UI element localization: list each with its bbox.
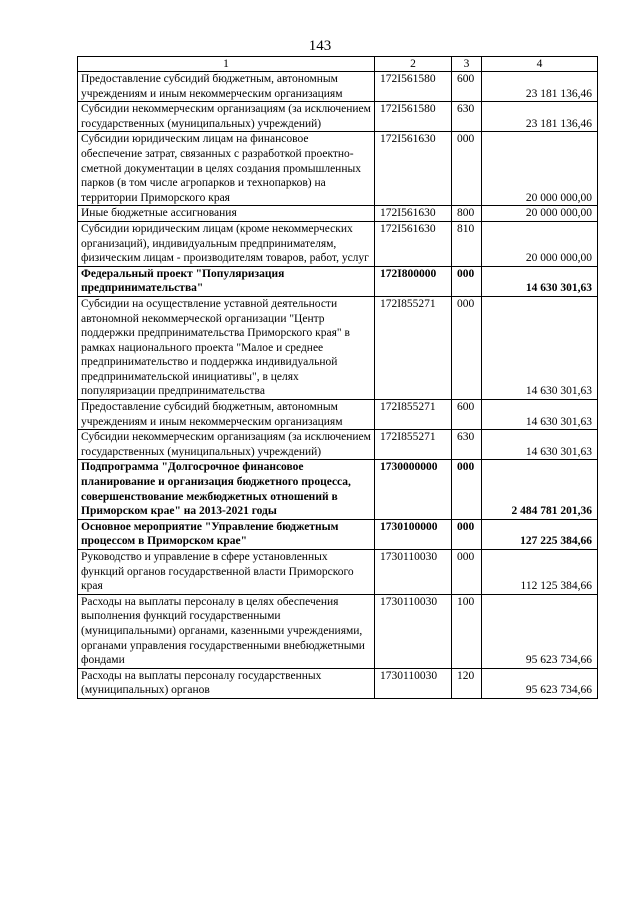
row-name-cell: Субсидии юридическим лицам (кроме некоммерческих организаций), индивидуальным предпринимателям, физическим лицам - производителям товаров, работ, услуг [78, 221, 375, 266]
row-code-cell: 172I561580 [375, 102, 452, 132]
row-amount-cell: 20 000 000,00 [482, 221, 598, 266]
table-row [78, 519, 598, 549]
row-code-cell: 1730110030 [375, 594, 452, 668]
table-row [78, 221, 598, 266]
table-row [78, 206, 598, 222]
table-row [78, 550, 598, 595]
row-amount-cell: 112 125 384,66 [482, 550, 598, 595]
row-name-cell: Расходы на выплаты персоналу государственных (муниципальных) органов [78, 668, 375, 698]
row-type-cell: 000 [452, 296, 482, 399]
row-type-cell: 100 [452, 594, 482, 668]
row-name-cell: Основное мероприятие "Управление бюджетным процессом в Приморском крае" [78, 519, 375, 549]
row-code-cell: 172I855271 [375, 296, 452, 399]
row-type-cell: 000 [452, 519, 482, 549]
row-code-cell: 1730110030 [375, 668, 452, 698]
row-name-cell: Субсидии некоммерческим организациям (за исключением государственных (муниципальных) учреждений) [78, 430, 375, 460]
row-name-cell: Предоставление субсидий бюджетным, автономным учреждениям и иным некоммерческим организациям [78, 400, 375, 430]
row-code-cell: 172I561580 [375, 72, 452, 102]
row-code-cell: 172I561630 [375, 206, 452, 222]
row-name-cell: Руководство и управление в сфере установленных функций органов государственной власти Приморского края [78, 550, 375, 595]
row-name-cell: Федеральный проект "Популяризация предпринимательства" [78, 266, 375, 296]
row-type-cell: 800 [452, 206, 482, 222]
row-code-cell: 172I800000 [375, 266, 452, 296]
row-amount-cell: 14 630 301,63 [482, 400, 598, 430]
row-name-cell: Предоставление субсидий бюджетным, автономным учреждениям и иным некоммерческим организациям [78, 72, 375, 102]
row-code-cell: 172I561630 [375, 221, 452, 266]
row-type-cell: 000 [452, 550, 482, 595]
row-amount-cell: 20 000 000,00 [482, 206, 598, 222]
header-col-1: 1 [78, 57, 375, 72]
row-code-cell: 172I561630 [375, 132, 452, 206]
row-amount-cell: 14 630 301,63 [482, 296, 598, 399]
row-amount-cell: 95 623 734,66 [482, 668, 598, 698]
budget-table [77, 56, 598, 699]
page-number: 143 [308, 38, 332, 54]
row-code-cell: 1730110030 [375, 550, 452, 595]
row-name-cell: Субсидии юридическим лицам на финансовое обеспечение затрат, связанных с разработкой проектно-сметной документации в целях создания промышленных парков (в том числе агропарков и технопарков) на территории Приморского края [78, 132, 375, 206]
row-type-cell: 600 [452, 400, 482, 430]
row-type-cell: 000 [452, 266, 482, 296]
row-type-cell: 000 [452, 132, 482, 206]
row-type-cell: 810 [452, 221, 482, 266]
table-row [78, 296, 598, 399]
row-amount-cell: 127 225 384,66 [482, 519, 598, 549]
table-row [78, 400, 598, 430]
row-name-cell: Расходы на выплаты персоналу в целях обеспечения выполнения функций государственными (муниципальными) органами, казенными учреждениями, органами управления государственными внебюджетными фондами [78, 594, 375, 668]
table-row [78, 430, 598, 460]
header-col-2: 2 [375, 57, 452, 72]
table-header-row [78, 57, 598, 72]
row-code-cell: 172I855271 [375, 400, 452, 430]
row-amount-cell: 20 000 000,00 [482, 132, 598, 206]
row-amount-cell: 14 630 301,63 [482, 430, 598, 460]
header-col-4: 4 [482, 57, 598, 72]
row-amount-cell: 2 484 781 201,36 [482, 460, 598, 519]
row-name-cell: Субсидии некоммерческим организациям (за исключением государственных (муниципальных) учреждений) [78, 102, 375, 132]
row-type-cell: 000 [452, 460, 482, 519]
row-type-cell: 120 [452, 668, 482, 698]
row-code-cell: 1730000000 [375, 460, 452, 519]
row-code-cell: 172I855271 [375, 430, 452, 460]
row-amount-cell: 23 181 136,46 [482, 102, 598, 132]
row-code-cell: 1730100000 [375, 519, 452, 549]
row-type-cell: 630 [452, 102, 482, 132]
table-row [78, 266, 598, 296]
table-row [78, 668, 598, 698]
row-type-cell: 630 [452, 430, 482, 460]
row-amount-cell: 14 630 301,63 [482, 266, 598, 296]
table-row [78, 102, 598, 132]
row-amount-cell: 23 181 136,46 [482, 72, 598, 102]
row-name-cell: Иные бюджетные ассигнования [78, 206, 375, 222]
table-row [78, 72, 598, 102]
header-col-3: 3 [452, 57, 482, 72]
row-name-cell: Субсидии на осуществление уставной деятельности автономной некоммерческой организации "Центр поддержки предпринимательства Приморского края" в рамках национального проекта "Малое и среднее предпринимательство и поддержка индивидуальной предпринимательской инициативы", в целях популяризации предпринимательства [78, 296, 375, 399]
table-row [78, 594, 598, 668]
row-name-cell: Подпрограмма "Долгосрочное финансовое планирование и организация бюджетного процесса, совершенствование межбюджетных отношений в Приморском крае" на 2013-2021 годы [78, 460, 375, 519]
table-row [78, 460, 598, 519]
row-type-cell: 600 [452, 72, 482, 102]
table-row [78, 132, 598, 206]
row-amount-cell: 95 623 734,66 [482, 594, 598, 668]
